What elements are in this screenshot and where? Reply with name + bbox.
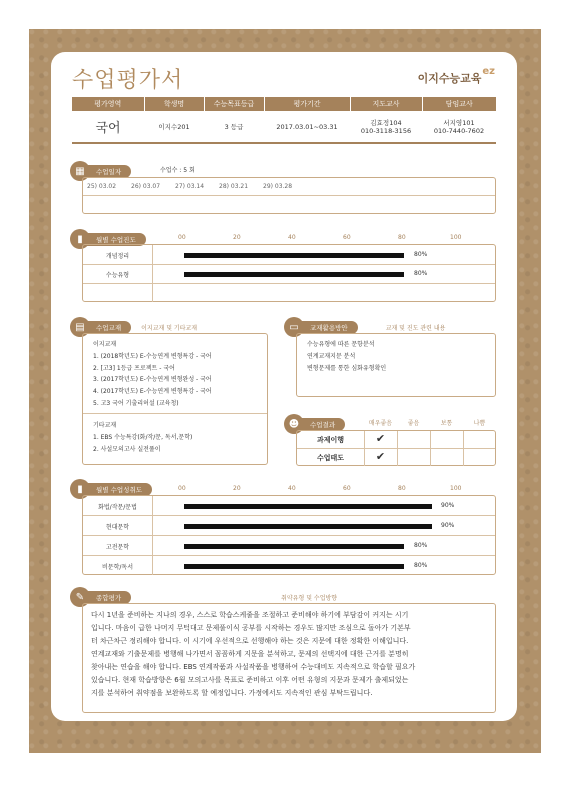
progress-tick: 00 — [178, 234, 186, 241]
period-value: 2017.03.01~03.31 — [264, 111, 350, 143]
brand-logo-text: 이지수능교육 — [417, 72, 482, 85]
summary-line: 연계교재와 기출문제를 병행해 나가면서 꼼꼼하게 지문을 분석하고, 문제의 선택지에 대한 근거를 분명히 — [91, 650, 409, 658]
open-book-icon: ▭ — [284, 317, 304, 337]
result-col-header: 보통 — [440, 420, 453, 427]
result-col-header: 나쁨 — [473, 420, 486, 427]
attendance-date-4: 28) 03.21 — [219, 183, 249, 190]
list-item: 2. 사설모의고사 실전풀이 — [93, 445, 161, 453]
attendance-count: 수업수 : 5 회 — [160, 167, 195, 174]
book-icon: ▤ — [70, 317, 90, 337]
divider — [83, 535, 495, 536]
summary-box — [82, 603, 496, 713]
achievement-row-label: 비문학/독서 — [101, 564, 133, 571]
list-item: 3. (2017학년도) E-수능연계 변형완성 - 국어 — [93, 376, 212, 384]
progress-row-label: 개념정리 — [105, 253, 130, 260]
achievement-tick: 20 — [233, 485, 241, 492]
divider — [83, 195, 495, 196]
divider — [152, 245, 153, 302]
people-icon: ☻ — [284, 414, 304, 434]
subject-value: 국어 — [72, 111, 144, 143]
achievement-bar — [184, 504, 432, 509]
divider — [297, 448, 495, 449]
list-item: 1. (2018학년도) E-수능연계 변형특강 - 국어 — [93, 352, 212, 360]
result-col-header: 좋음 — [407, 420, 420, 427]
activity-subtitle: 교재 및 진도 관련 내용 — [385, 324, 446, 332]
chart-icon: ▮ — [70, 479, 90, 499]
attendance-box — [82, 177, 496, 214]
result-row-label: 과제이행 — [316, 436, 345, 444]
col-header-period: 평가기간 — [264, 97, 350, 111]
info-table — [72, 97, 496, 144]
progress-bar — [184, 253, 404, 258]
attendance-date-2: 26) 03.07 — [131, 183, 161, 190]
result-title: 수업결과 — [300, 418, 345, 431]
materials-group1 — [93, 339, 212, 410]
progress-row-label: 수능유형 — [105, 272, 130, 279]
progress-value-label: 80% — [414, 270, 428, 277]
summary-line: 있습니다. 현재 학습방향은 6월 모의고사를 목표로 준비하고 이후 어떤 유형의 지문과 문제가 출제되었는 — [91, 676, 409, 684]
divider — [463, 431, 464, 466]
col-header-homeroom: 담임교사 — [422, 97, 496, 111]
attendance-date-5: 29) 03.28 — [263, 183, 293, 190]
homeroom-phone: 010-7440-7602 — [433, 127, 485, 135]
materials-group2-title: 기타교재 — [93, 422, 117, 429]
progress-value-label: 80% — [414, 251, 428, 258]
progress-tick: 60 — [343, 234, 351, 241]
progress-tick: 100 — [450, 234, 462, 241]
summary-line: 지를 분석하여 취약점을 보완하도록 할 예정입니다. 가정에서도 지속적인 관심 부탁드립니다. — [91, 689, 373, 697]
col-header-tutor: 지도교사 — [350, 97, 422, 111]
materials-box — [82, 333, 268, 465]
summary-line: 다시 1년을 준비하는 지나의 경우, 스스로 학습스케줄을 조절하고 준비해야 하기에 부담감이 커지는 시기 — [91, 611, 409, 619]
check-icon: ✔ — [375, 432, 386, 445]
pencil-icon: ✎ — [70, 587, 90, 607]
ez-logo-icon: ez — [482, 66, 495, 77]
grade-value: 3 등급 — [204, 111, 264, 143]
divider — [83, 413, 267, 414]
homeroom-name: 서지영101 — [443, 119, 475, 127]
summary-subtitle: 취약유형 및 수업방향 — [281, 594, 338, 602]
attendance-date-1: 25) 03.02 — [87, 183, 117, 190]
achievement-value-label: 90% — [441, 502, 455, 509]
result-table — [296, 430, 496, 466]
result-columns — [364, 418, 496, 430]
col-header-area: 평가영역 — [72, 97, 144, 111]
list-item: 변형문제를 통한 심화유형확인 — [307, 364, 387, 372]
list-item: 1. EBS 수능특강(화/작/문, 독서,문학) — [93, 433, 193, 441]
divider — [83, 555, 495, 556]
summary-line: 터 차근차근 정리해야 합니다. 이 시기에 우선적으로 선행해야 하는 것은 지문에 대한 정확한 이해입니다. — [91, 637, 409, 645]
divider — [430, 431, 431, 466]
achievement-tick: 40 — [288, 485, 296, 492]
col-header-grade: 수능목표등급 — [204, 97, 264, 111]
materials-title: 수업교재 — [86, 321, 131, 334]
activity-title: 교재활용방안 — [300, 321, 358, 334]
student-value: 이지수201 — [144, 111, 204, 143]
summary-line: 찾아내는 연습을 해야 합니다. EBS 연계작품과 사설작품을 병행하여 수능대비도 지속적으로 학습할 필요가 — [91, 663, 416, 671]
tutor-name: 김효정104 — [370, 119, 402, 127]
homeroom-cell — [422, 111, 496, 143]
divider — [83, 283, 495, 284]
calendar-icon: ▦ — [70, 161, 90, 181]
achievement-row-label: 고전문학 — [105, 544, 130, 551]
list-item: 4. (2017학년도) E-수능연계 변형특강 - 국어 — [93, 388, 212, 396]
list-item: 5. 고3 국어 기출리허설 (교육청) — [93, 399, 179, 407]
achievement-bar — [184, 564, 404, 569]
achievement-value-label: 80% — [414, 542, 428, 549]
achievement-row-label: 화법/작문/문법 — [98, 504, 137, 511]
page-title: 수업평가서 — [72, 68, 184, 93]
achievement-ticks — [0, 485, 567, 495]
achievement-box — [82, 495, 496, 575]
attendance-title: 수업일자 — [86, 165, 131, 178]
achievement-value-label: 80% — [414, 562, 428, 569]
progress-tick: 80 — [398, 234, 406, 241]
achievement-tick: 100 — [450, 485, 462, 492]
materials-group1-title: 이지교재 — [93, 341, 117, 348]
attendance-date-3: 27) 03.14 — [175, 183, 205, 190]
result-row-label: 수업태도 — [316, 454, 345, 462]
activity-box — [296, 333, 496, 397]
achievement-tick: 00 — [178, 485, 186, 492]
achievement-title: 월별 수업성취도 — [86, 483, 152, 496]
progress-ticks — [0, 234, 567, 244]
tutor-phone: 010-3118-3156 — [360, 127, 412, 135]
progress-tick: 20 — [233, 234, 241, 241]
check-icon: ✔ — [375, 450, 386, 463]
divider — [397, 431, 398, 466]
progress-title: 월별 수업진도 — [86, 233, 146, 246]
progress-box — [82, 244, 496, 302]
achievement-value-label: 90% — [441, 522, 455, 529]
progress-bar — [184, 272, 404, 277]
materials-subtitle: 이지교재 및 기타교재 — [141, 324, 198, 332]
divider — [83, 515, 495, 516]
list-item: 연계교재지문 분석 — [307, 352, 356, 360]
list-item: 2. [고3] 1등급 프로젝트 - 국어 — [93, 364, 175, 372]
summary-line: 입니다. 마음이 급한 나머지 무턱대고 문제풀이식 공부를 시작하는 경우도 많지만 조심으로 돌아가 기본부 — [91, 624, 411, 632]
divider — [83, 264, 495, 265]
achievement-bar — [184, 544, 404, 549]
materials-group2 — [93, 420, 192, 455]
achievement-bar — [184, 524, 432, 529]
achievement-tick: 80 — [398, 485, 406, 492]
chart-icon: ▮ — [70, 229, 90, 249]
result-col-header: 매우좋음 — [368, 420, 393, 427]
summary-text — [91, 609, 491, 700]
col-header-student: 학생명 — [144, 97, 204, 111]
activity-list — [307, 339, 386, 374]
tutor-cell — [350, 111, 422, 143]
list-item: 수능유형에 따른 문항분석 — [307, 341, 375, 348]
progress-tick: 40 — [288, 234, 296, 241]
achievement-tick: 60 — [343, 485, 351, 492]
brand-logo — [417, 66, 495, 86]
summary-title: 종합평가 — [86, 591, 131, 604]
achievement-row-label: 현대문학 — [105, 524, 130, 531]
